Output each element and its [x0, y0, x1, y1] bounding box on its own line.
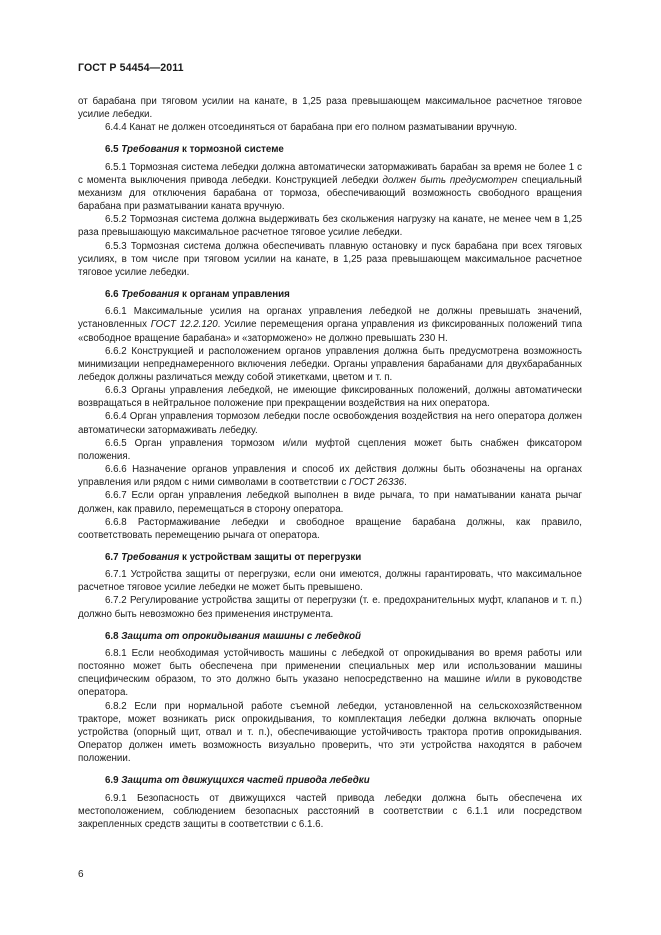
- text-run: 6.6.2 Конструкцией и расположением органов управления должна быть предусмотрена возможность минимизации непреднамеренного включения лебедки. Органы управления барабанами для двухбарабанных лебедок должны различаться между собой этикетками, цветом и т. п.: [78, 345, 582, 383]
- text-run: 6.6.5 Орган управления тормозом и/или муфтой сцепления может быть снабжен фиксатором положения.: [78, 437, 582, 462]
- section-heading: [78, 288, 582, 301]
- text-run: 6.6.6 Назначение органов управления и способ их действия должны быть обозначены на органах управления или рядом с ними символами в соответствии с: [78, 464, 582, 489]
- paragraph: [78, 240, 582, 279]
- text-run: 6.7.1 Устройства защиты от перегрузки, если они имеются, должны гарантировать, что максимальное расчетное тяговое усилие лебедки не может быть превышено.: [78, 569, 582, 594]
- page-number: 6: [78, 869, 84, 880]
- section-title: к устройствам защиты от перегрузки: [181, 552, 362, 563]
- section-number: 6.7: [105, 552, 119, 563]
- text-run: 6.6.3 Органы управления лебедкой, не имеющие фиксированных положений, должны автоматически возвращаться в нейтральное положение при прекращении воздействия на них оператора.: [78, 385, 582, 410]
- text-run: 6.5.3 Тормозная система должна обеспечивать плавную остановку и пуск барабана при всех тяговых усилиях, в том числе при тяговом усилии на канате, в 1,25 раза превышающем максимальное расчетное тяговое усилие лебедки.: [78, 240, 582, 278]
- emphasized-text: ГОСТ 12.2.120: [150, 319, 218, 331]
- text-run: 6.7.2 Регулирование устройства защиты от перегрузки (т. е. предохранительных муфт, клапанов и т. п.) должно быть невозможно без применения инструмента.: [78, 595, 582, 620]
- section-number: 6.6: [105, 289, 119, 301]
- section-number: 6.5: [105, 144, 119, 156]
- text-run: . Усилие перемещения органа управления из фиксированных положений типа «свободное вращение барабана» и «заторможено» не должно превышать 230 Н.: [78, 319, 582, 344]
- emphasized-text: должен быть предусмотрен: [382, 174, 518, 186]
- paragraph: [78, 161, 582, 214]
- paragraph: [78, 700, 582, 766]
- section-title-emphasis: Требования: [121, 289, 180, 301]
- text-run: 6.6.8 Растормаживание лебедки и свободное вращение барабана должны, как правило, соответствовать перемещению рычага от оператора.: [78, 516, 582, 541]
- section-number: 6.9: [105, 775, 119, 787]
- text-run: 6.5.1 Тормозная система лебедки должна автоматически затормаживать барабан за время не более 1 с с момента выключения привода лебедки. Конструкцией лебедки: [78, 161, 582, 186]
- section-title: к тормозной системе: [181, 144, 284, 156]
- paragraph: [78, 463, 582, 489]
- paragraph: [78, 516, 582, 542]
- emphasized-text: ГОСТ 26336: [349, 477, 405, 489]
- text-run: 6.6.1 Максимальные усилия на органах управления лебедкой не должны превышать значений, установленных: [78, 306, 582, 331]
- text-run: специальный механизм для отключения барабана от тормоза, обеспечивающий возможность свободного вращения барабана при разматывании каната вручную.: [78, 174, 582, 213]
- paragraph: [78, 437, 582, 463]
- text-run: 6.5.2 Тормозная система должна выдерживать без скольжения нагрузку на канате, не менее чем в 1,25 раза превышающую максимальное расчетное тяговое усилие лебедки.: [78, 214, 582, 239]
- text-run: 6.6.7 Если орган управления лебедкой выполнен в виде рычага, то при наматывании каната рычаг должен, как правило, перемещаться в сторону оператора.: [78, 490, 582, 515]
- text-run: 6.6.4 Орган управления тормозом лебедки после освобождения воздействия на него оператора должен автоматически затормаживать лебедку.: [78, 411, 582, 436]
- paragraph: [78, 384, 582, 410]
- paragraph: [78, 568, 582, 594]
- paragraph: [78, 410, 582, 436]
- document-header: ГОСТ Р 54454—2011: [78, 62, 184, 74]
- section-number: 6.8: [105, 630, 119, 642]
- document-body: [78, 95, 582, 831]
- paragraph: [78, 305, 582, 344]
- paragraph: [78, 594, 582, 620]
- section-heading: [78, 551, 582, 564]
- text-run: 6.9.1 Безопасность от движущихся частей привода лебедки должна быть обеспечена их местоположением, соблюдением безопасных расстояний в соответствии с 6.1.1 или посредством закрепленных средств защиты в соответствии с 6.1.6.: [78, 792, 582, 830]
- section-heading: [78, 143, 582, 156]
- text-run: 6.4.4 Канат не должен отсоединяться от барабана при его полном разматывании вручную.: [105, 122, 518, 134]
- paragraph: [78, 489, 582, 515]
- section-title-emphasis: Защита от движущихся частей привода лебедки: [121, 775, 370, 787]
- text-run: 6.8.2 Если при нормальной работе съемной лебедки, установленной на сельскохозяйственном тракторе, может возникать риск опрокидывания, то комплектация лебедки должна включать опорные устройства (опорный щит, отвал и т. п.), обеспечивающие устойчивость трактора против опрокидывания. Оператор должен иметь возможность визуально проверить, что эти устройства находятся в рабочем положении.: [78, 700, 582, 765]
- section-title: к органам управления: [181, 289, 290, 301]
- paragraph: [78, 95, 582, 121]
- paragraph: [78, 647, 582, 700]
- paragraph: [78, 213, 582, 239]
- paragraph: [78, 121, 582, 134]
- section-title-emphasis: Требования: [121, 144, 180, 156]
- text-run: от барабана при тяговом усилии на канате, в 1,25 раза превышающем максимальное расчетное тяговое усилие лебедки.: [78, 96, 582, 121]
- paragraph: [78, 792, 582, 831]
- paragraph: [78, 345, 582, 384]
- text-run: 6.8.1 Если необходимая устойчивость машины с лебедкой от опрокидывания во время работы или постоянно может быть обеспечена при применении специальных мер или использовании машины специфическим образом, то это должно быть указано непосредственно на машине и/или в руководстве оператора.: [78, 647, 582, 699]
- section-heading: [78, 630, 582, 643]
- section-heading: [78, 774, 582, 787]
- section-title-emphasis: Защита от опрокидывания машины с лебедкой: [121, 630, 361, 642]
- section-title-emphasis: Требования: [121, 552, 180, 563]
- text-run: .: [404, 477, 407, 489]
